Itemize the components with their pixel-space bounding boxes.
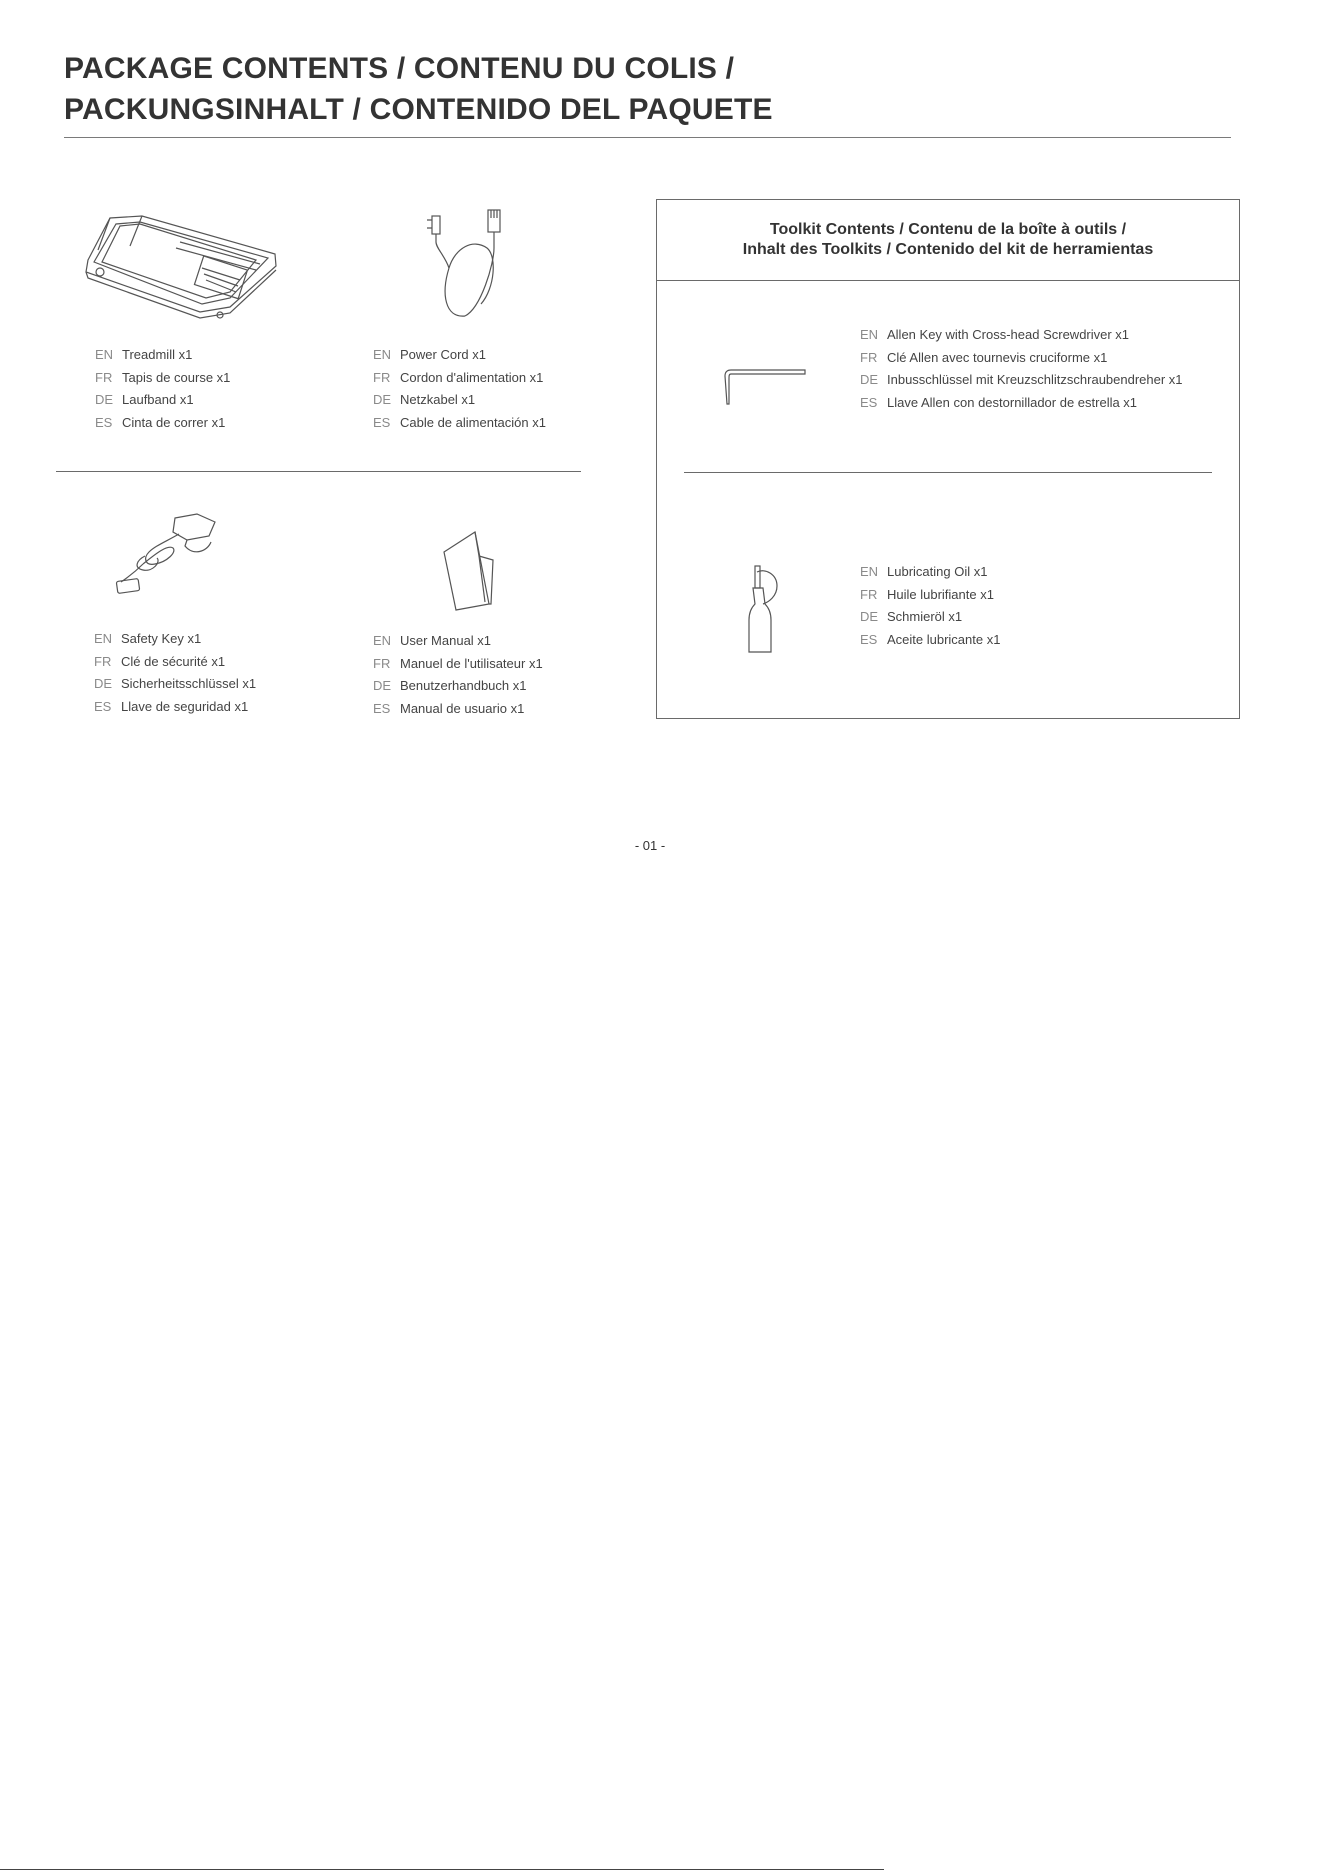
page-title-line-1: PACKAGE CONTENTS / CONTENU DU COLIS / <box>64 52 735 85</box>
list-item: FR Tapis de course x1 <box>95 369 231 385</box>
list-item: EN Safety Key x1 <box>94 631 202 646</box>
page-number: - 01 - <box>634 838 666 853</box>
user-manual-icon <box>441 530 497 612</box>
footer-rule <box>0 1869 884 1870</box>
lubricating-oil-icon <box>747 564 791 656</box>
list-item: DE Schmieröl x1 <box>860 609 963 624</box>
section-divider-left <box>56 471 581 472</box>
list-item: FR Huile lubrifiante x1 <box>860 586 994 602</box>
allen-key-icon <box>723 368 807 408</box>
list-item: DE Laufband x1 <box>95 392 194 407</box>
power-cord-icon <box>425 208 505 328</box>
allen-key-labels <box>860 324 1183 414</box>
list-item: EN Treadmill x1 <box>95 347 193 362</box>
list-item: FR Clé de sécurité x1 <box>94 653 226 669</box>
list-item: EN Allen Key with Cross-head Screwdriver x1 <box>860 327 1130 342</box>
lubricating-oil-labels <box>860 561 1000 651</box>
toolkit-header <box>657 200 1239 281</box>
toolkit-title-line-1: Toolkit Contents / Contenu de la boîte à outils / <box>769 221 1127 238</box>
toolkit-divider <box>684 472 1212 473</box>
list-item: ES Llave de seguridad x1 <box>94 698 249 714</box>
list-item: FR Clé Allen avec tournevis cruciforme x1 <box>860 349 1108 365</box>
list-item: EN Power Cord x1 <box>373 347 486 362</box>
list-item: DE Benutzerhandbuch x1 <box>373 678 527 693</box>
treadmill-icon <box>80 212 280 322</box>
power-cord-labels <box>373 344 546 434</box>
list-item: ES Llave Allen con destornillador de estrella x1 <box>860 394 1138 410</box>
safety-key-labels <box>94 628 256 718</box>
list-item: ES Aceite lubricante x1 <box>860 631 1001 647</box>
list-item: ES Cable de alimentación x1 <box>373 414 546 430</box>
list-item: EN Lubricating Oil x1 <box>860 564 988 579</box>
list-item: EN User Manual x1 <box>373 633 492 648</box>
safety-key-icon <box>115 512 235 597</box>
toolkit-box <box>656 199 1240 719</box>
list-item: ES Manual de usuario x1 <box>373 700 525 716</box>
list-item: DE Inbusschlüssel mit Kreuzschlitzschraubendreher x1 <box>860 372 1183 387</box>
user-manual-labels <box>373 630 543 720</box>
list-item: DE Sicherheitsschlüssel x1 <box>94 676 257 691</box>
list-item: DE Netzkabel x1 <box>373 392 476 407</box>
page-title <box>64 48 773 130</box>
list-item: FR Cordon d'alimentation x1 <box>373 369 544 385</box>
list-item: ES Cinta de correr x1 <box>95 414 226 430</box>
title-divider <box>64 137 1231 138</box>
list-item: FR Manuel de l'utilisateur x1 <box>373 655 543 671</box>
page-title-line-2: PACKUNGSINHALT / CONTENIDO DEL PAQUETE <box>64 93 773 126</box>
toolkit-title-line-2: Inhalt des Toolkits / Contenido del kit de herramientas <box>742 241 1154 258</box>
treadmill-labels <box>95 344 230 434</box>
